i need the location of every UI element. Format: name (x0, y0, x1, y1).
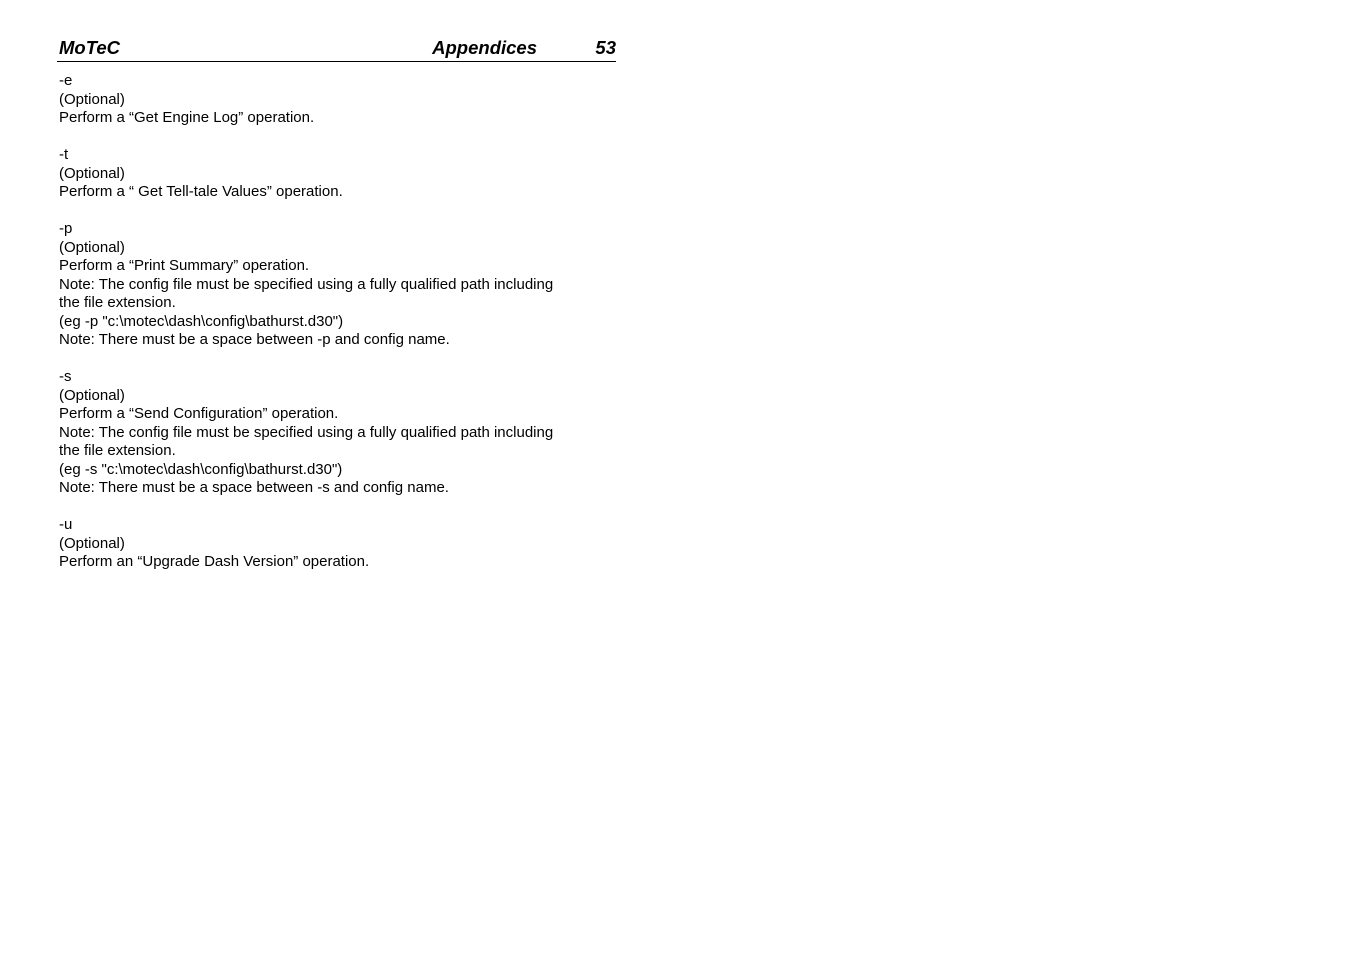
option-block-p (59, 220, 619, 350)
option-qualifier: (Optional) (59, 386, 125, 404)
option-block-u (59, 516, 619, 572)
option-block-s (59, 368, 619, 498)
option-note: the file extension. (59, 294, 176, 311)
header-section-title: Appendices (432, 37, 537, 58)
option-note: Note: The config file must be specified using a fully qualified path including (59, 275, 554, 293)
option-note: Note: The config file must be specified using a fully qualified path including (59, 423, 554, 441)
option-flag: -t (59, 146, 69, 163)
option-note: the file extension. (59, 442, 176, 459)
option-description: Perform a “ Get Tell-tale Values” operation. (59, 183, 343, 200)
option-qualifier: (Optional) (59, 238, 125, 256)
header-page-number: 53 (595, 37, 616, 58)
option-qualifier: (Optional) (59, 534, 125, 552)
option-description: Perform a “Print Summary” operation. (59, 257, 310, 274)
option-example: (eg -s "c:\motec\dash\config\bathurst.d30") (59, 460, 343, 478)
option-flag: -e (59, 72, 73, 89)
option-note: Note: There must be a space between -s and config name. (59, 479, 449, 496)
option-description: Perform a “Send Configuration” operation. (59, 405, 339, 422)
option-description: Perform a “Get Engine Log” operation. (59, 109, 315, 126)
page-header (57, 36, 616, 62)
option-flag: -u (59, 516, 73, 533)
option-qualifier: (Optional) (59, 90, 125, 108)
option-description: Perform an “Upgrade Dash Version” operation. (59, 553, 370, 570)
option-note: Note: There must be a space between -p and config name. (59, 331, 450, 348)
header-brand: MoTeC (59, 37, 120, 58)
document-body (59, 72, 619, 590)
option-block-t (59, 146, 619, 202)
option-block-e (59, 72, 619, 128)
option-flag: -s (59, 368, 72, 385)
option-flag: -p (59, 220, 73, 237)
option-qualifier: (Optional) (59, 164, 125, 182)
option-example: (eg -p "c:\motec\dash\config\bathurst.d30") (59, 312, 344, 330)
